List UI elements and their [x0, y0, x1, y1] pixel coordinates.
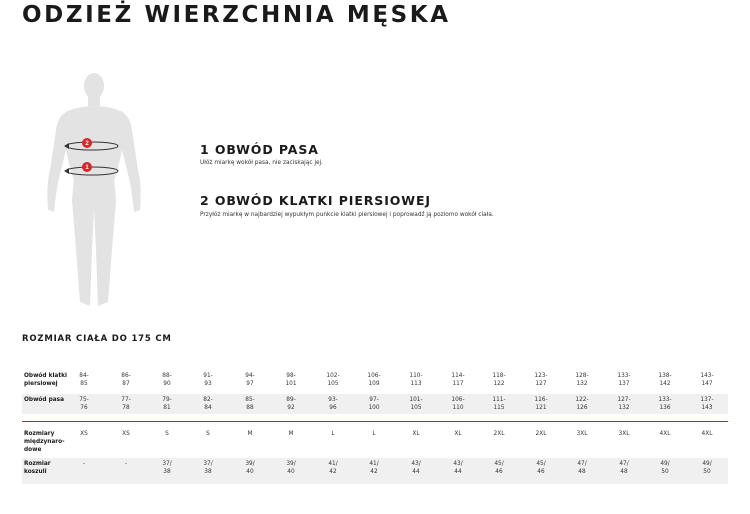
- table-row: [22, 428, 728, 456]
- table-cell: 143- 147: [700, 373, 714, 387]
- table-cell: 133- 136: [658, 397, 672, 411]
- table-cell: 88- 90: [162, 373, 172, 387]
- table-cell: 49/ 50: [702, 461, 712, 475]
- table-row: [22, 458, 728, 484]
- page-title: ODZIEŻ WIERZCHNIA MĘSKA: [22, 2, 451, 28]
- table-cell: L: [372, 431, 376, 437]
- table-cell: 4XL: [659, 431, 671, 437]
- table-cell: 91- 93: [203, 373, 213, 387]
- table-cell: S: [206, 431, 210, 437]
- table-cell: 137- 143: [700, 397, 714, 411]
- table-row: [22, 370, 728, 390]
- table-cell: 114- 117: [451, 373, 465, 387]
- table-cell: 128- 132: [575, 373, 589, 387]
- table-cell: 2XL: [493, 431, 505, 437]
- table-cell: 127- 132: [617, 397, 631, 411]
- table-cell: M: [288, 431, 294, 437]
- table-cell: -: [82, 461, 86, 467]
- table-cell: XL: [412, 431, 420, 437]
- table-cell: 75- 76: [79, 397, 89, 411]
- table-cell: 41/ 42: [369, 461, 379, 475]
- table-cell: 94- 97: [245, 373, 255, 387]
- table-cell: 41/ 42: [328, 461, 338, 475]
- body-silhouette: [38, 70, 150, 320]
- table-cell: 93- 96: [328, 397, 338, 411]
- waist-measure-desc: Ułóż miarkę wokół pasa, nie zaciskając jej.: [200, 160, 323, 166]
- row-header: Rozmiary międzynaro- dowe: [24, 431, 65, 453]
- table-cell: 82- 84: [203, 397, 213, 411]
- table-row: [22, 394, 728, 414]
- table-cell: 111- 115: [492, 397, 506, 411]
- waist-measure-title: 1 OBWÓD PASA: [200, 142, 319, 157]
- table-cell: 4XL: [701, 431, 713, 437]
- table-cell: 98- 101: [285, 373, 297, 387]
- table-cell: 123- 127: [534, 373, 548, 387]
- table-cell: 39/ 40: [245, 461, 255, 475]
- row-header: Rozmiar koszuli: [24, 461, 51, 475]
- table-cell: 37/ 38: [203, 461, 213, 475]
- marker-1-label: 1: [85, 165, 89, 172]
- table-cell: 118- 122: [492, 373, 506, 387]
- table-cell: 2XL: [535, 431, 547, 437]
- table-cell: 102- 105: [326, 373, 340, 387]
- table-cell: 39/ 40: [286, 461, 296, 475]
- table-cell: 116- 121: [534, 397, 548, 411]
- row-header: Obwód klatki piersiowej: [24, 373, 67, 387]
- chest-measure-desc: Przyłóż miarkę w najbardziej wypukłym punkcie klatki piersiowej i poprowadź ją poziomo wokół ciała.: [200, 212, 494, 218]
- table-cell: M: [247, 431, 253, 437]
- table-cell: 89- 92: [286, 397, 296, 411]
- table-cell: 43/ 44: [453, 461, 463, 475]
- table-cell: 97- 100: [368, 397, 380, 411]
- table-cell: 79- 81: [162, 397, 172, 411]
- table-cell: 106- 109: [367, 373, 381, 387]
- table-cell: 43/ 44: [411, 461, 421, 475]
- table-cell: -: [124, 461, 128, 467]
- table-cell: 3XL: [618, 431, 630, 437]
- table-cell: 133- 137: [617, 373, 631, 387]
- table-cell: 45/ 46: [536, 461, 546, 475]
- table-cell: 110- 113: [409, 373, 423, 387]
- table-cell: L: [331, 431, 335, 437]
- table-cell: 3XL: [576, 431, 588, 437]
- table-subtitle: ROZMIAR CIAŁA DO 175 CM: [22, 334, 172, 344]
- table-cell: 47/ 48: [619, 461, 629, 475]
- marker-2-label: 2: [85, 141, 89, 148]
- chest-measure-title: 2 OBWÓD KLATKI PIERSIOWEJ: [200, 193, 431, 208]
- table-cell: 86- 87: [121, 373, 131, 387]
- table-cell: 101- 105: [409, 397, 423, 411]
- row-header: Obwód pasa: [24, 397, 65, 403]
- table-cell: 85- 88: [245, 397, 255, 411]
- table-cell: S: [165, 431, 169, 437]
- table-cell: 45/ 46: [494, 461, 504, 475]
- table-cell: 106- 110: [451, 397, 465, 411]
- table-divider: [22, 421, 728, 422]
- table-cell: XL: [454, 431, 462, 437]
- table-cell: XS: [122, 431, 130, 437]
- table-cell: 138- 142: [658, 373, 672, 387]
- table-cell: XS: [80, 431, 88, 437]
- table-cell: 49/ 50: [660, 461, 670, 475]
- table-cell: 77- 78: [121, 397, 131, 411]
- table-cell: 122- 126: [575, 397, 589, 411]
- table-cell: 47/ 48: [577, 461, 587, 475]
- table-cell: 37/ 38: [162, 461, 172, 475]
- table-cell: 84- 85: [79, 373, 89, 387]
